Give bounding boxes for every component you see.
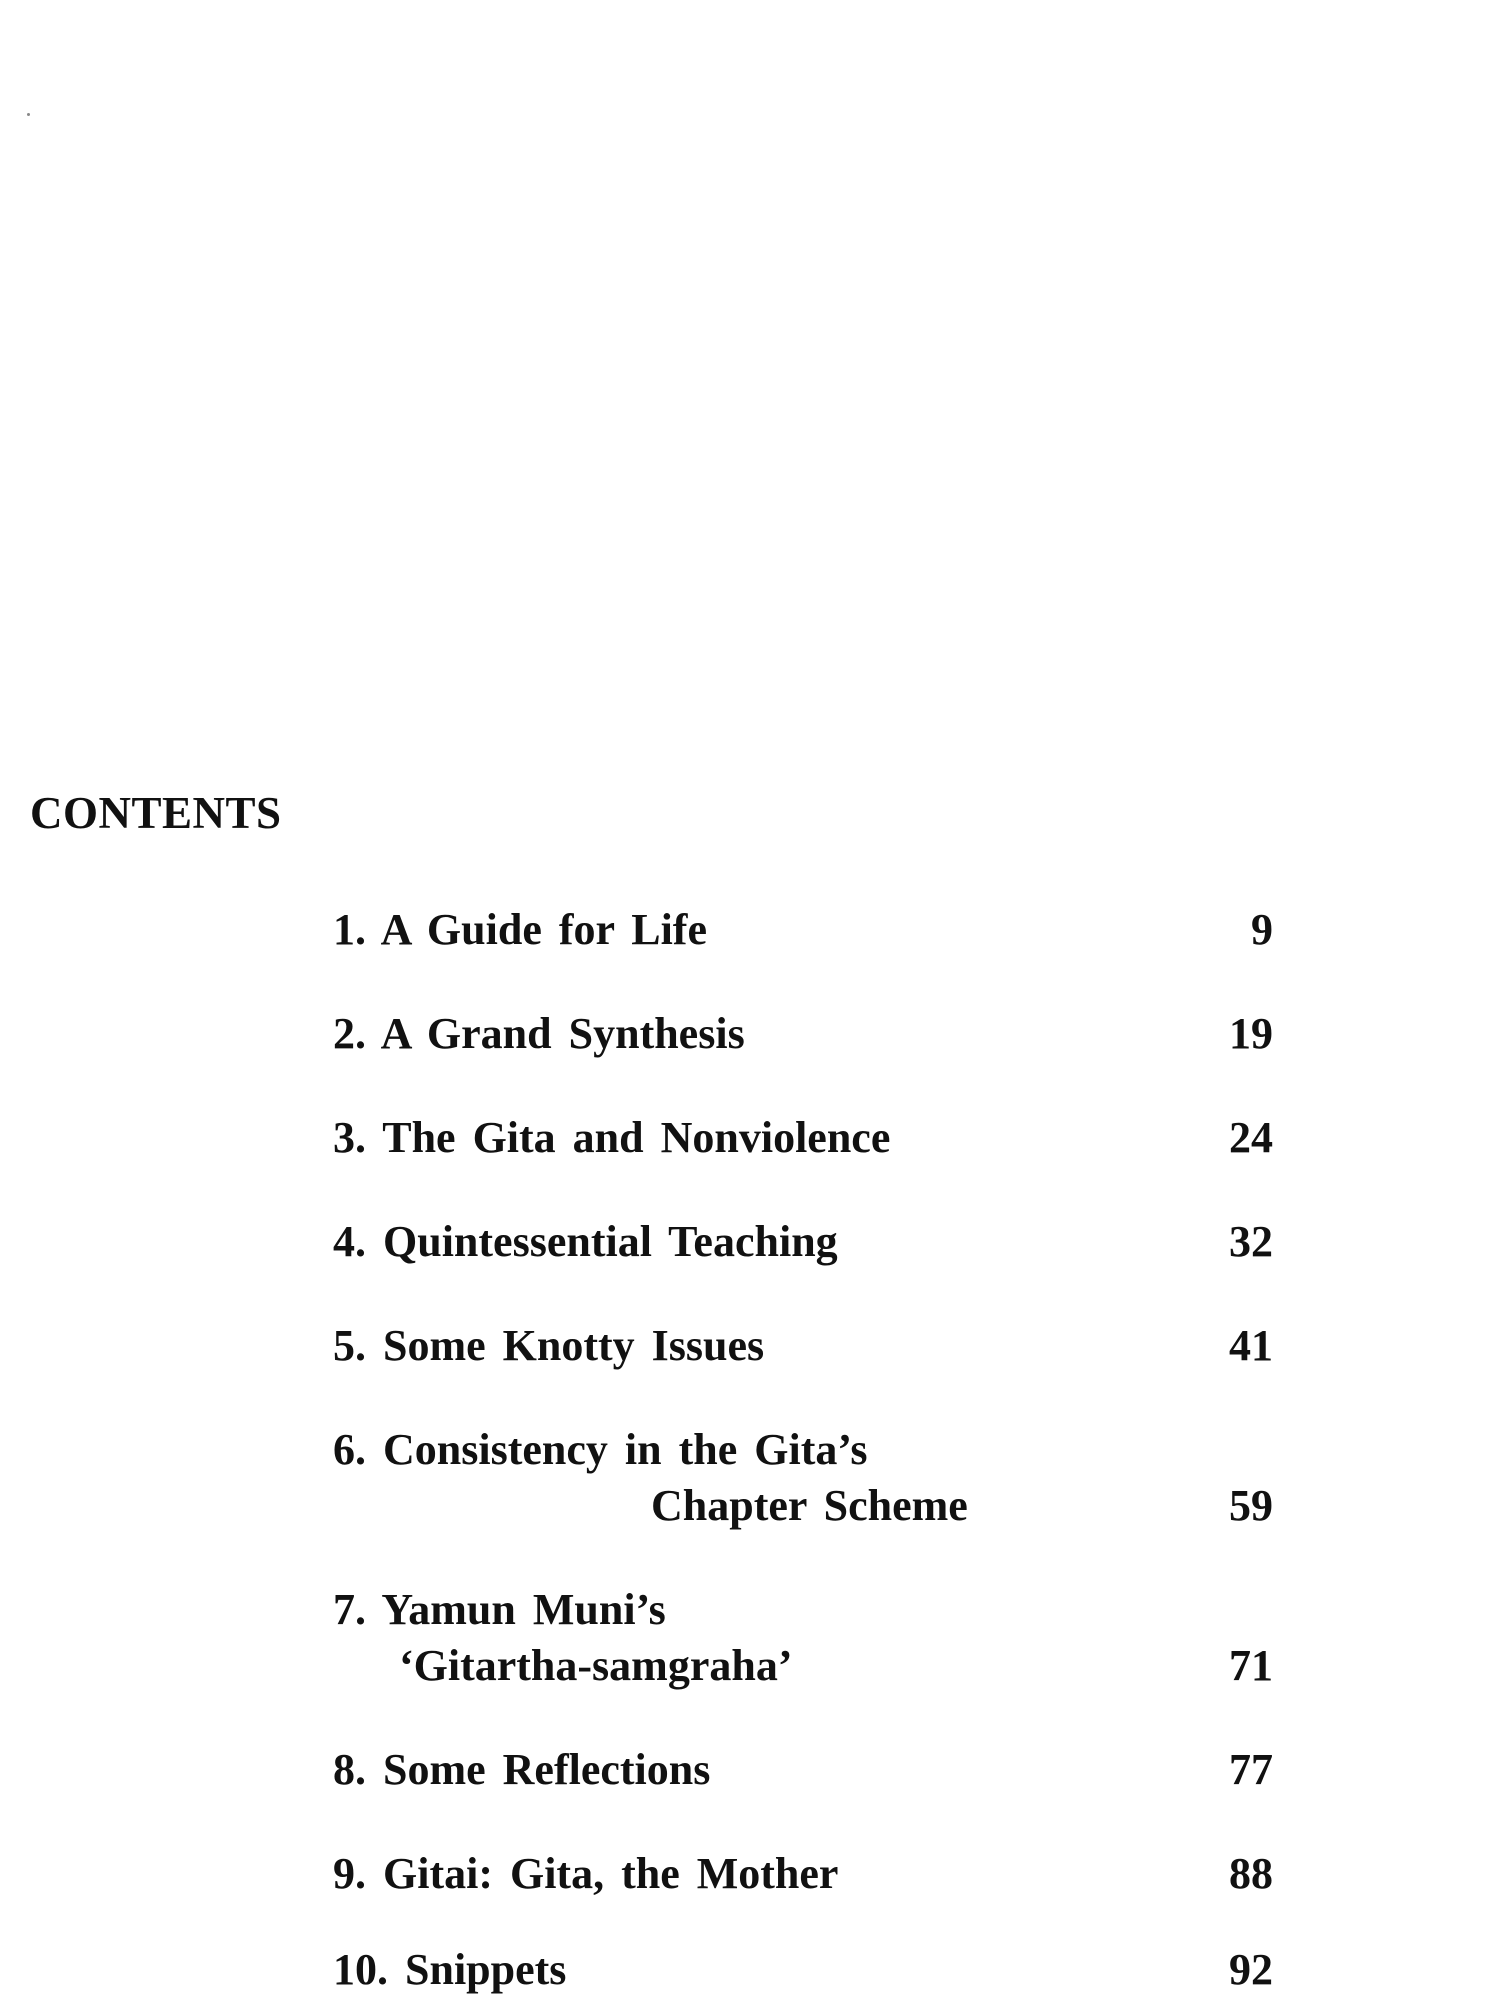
toc-entry-page: 32: [1229, 1217, 1273, 1266]
toc-entry-number: 9.: [333, 1849, 366, 1898]
toc-entry-number: 1.: [333, 905, 366, 954]
toc-entry-number: 3.: [333, 1113, 366, 1162]
toc-entry-8[interactable]: [333, 1742, 1273, 1798]
toc-entry-page: 92: [1229, 1945, 1273, 1994]
toc-entry-page: 24: [1229, 1113, 1273, 1162]
toc-entry-title: Gitai: Gita, the Mother: [383, 1849, 839, 1898]
toc-entry-4[interactable]: [333, 1214, 1273, 1270]
toc-entry-number: 2.: [333, 1009, 366, 1058]
toc-entry-title: The Gita and Nonviolence: [382, 1113, 891, 1162]
toc-entry-title: Snippets: [405, 1945, 567, 1994]
toc-entry-7[interactable]: [333, 1582, 1273, 1694]
toc-entry-page: 71: [1229, 1641, 1273, 1690]
toc-entry-number: 6.: [333, 1425, 366, 1474]
toc-entry-title: Yamun Muni’s: [381, 1585, 666, 1634]
toc-entry-page: 88: [1229, 1849, 1273, 1898]
toc-entry-title: Some Knotty Issues: [383, 1321, 765, 1370]
toc-entry-title: A Guide for Life: [380, 905, 707, 954]
toc-entry-number: 4.: [333, 1217, 366, 1266]
toc-entry-number: 10.: [333, 1945, 388, 1994]
toc-entry-title: Some Reflections: [383, 1745, 711, 1794]
toc-entry-6[interactable]: [333, 1422, 1273, 1534]
toc-entry-number: 5.: [333, 1321, 366, 1370]
toc-entry-2[interactable]: [333, 1006, 1273, 1062]
table-of-contents: [333, 0, 1273, 2000]
toc-entry-page: 19: [1229, 1009, 1273, 1058]
toc-entry-title: A Grand Synthesis: [380, 1009, 745, 1058]
toc-entry-page: 77: [1229, 1745, 1273, 1794]
toc-entry-title-continued: ‘Gitartha-samgraha’: [399, 1641, 793, 1690]
toc-entry-5[interactable]: [333, 1318, 1273, 1374]
toc-entry-10[interactable]: [333, 1942, 1273, 1998]
toc-entry-page: 41: [1229, 1321, 1273, 1370]
toc-entry-title: Quintessential Teaching: [383, 1217, 838, 1266]
toc-entry-title: Consistency in the Gita’s: [383, 1425, 868, 1474]
toc-entry-9[interactable]: [333, 1846, 1273, 1902]
scan-speck: [27, 113, 30, 116]
toc-entry-number: 7.: [333, 1585, 366, 1634]
toc-entry-number: 8.: [333, 1745, 366, 1794]
toc-entry-page: 59: [1229, 1481, 1273, 1530]
toc-entry-page: 9: [1251, 905, 1273, 954]
toc-entry-3[interactable]: [333, 1110, 1273, 1166]
contents-heading: CONTENTS: [30, 788, 282, 838]
toc-entry-1[interactable]: [333, 902, 1273, 958]
toc-entry-title-continued: Chapter Scheme: [651, 1481, 968, 1530]
